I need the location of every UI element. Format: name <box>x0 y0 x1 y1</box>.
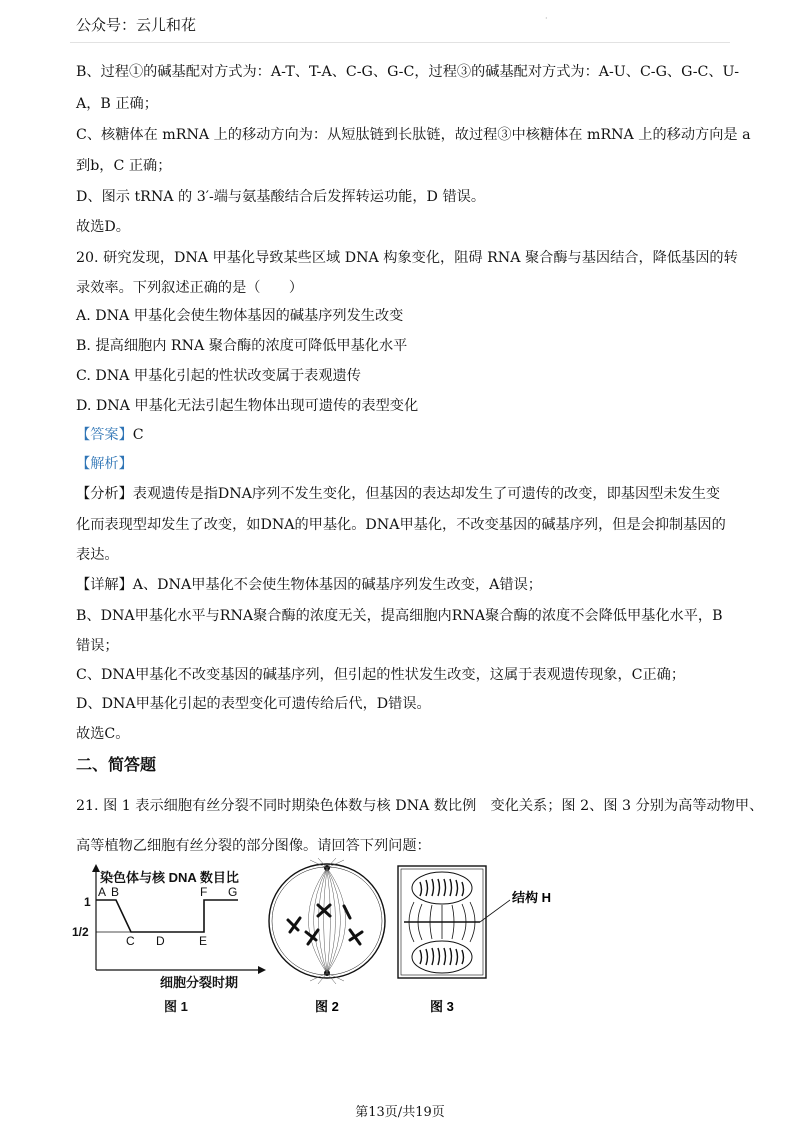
text-line: 故选D。 <box>76 219 130 235</box>
answer-label: 【答案】 <box>76 427 133 443</box>
fig1-point-d: D <box>156 934 165 948</box>
fig1-point-g: G <box>228 885 238 899</box>
account-header: 公众号：云儿和花 <box>76 16 197 34</box>
fig1-x-arrow <box>258 966 266 974</box>
analysis-label: 【解析】 <box>76 456 133 472</box>
figures-svg <box>0 858 800 1028</box>
fig3-chromatin-bottom <box>420 948 464 965</box>
detail-line: C、DNA甲基化不改变基因的碱基序列，但引起的性状发生改变，这属于表观遗传现象，C正确； <box>76 667 686 683</box>
fig2-cell-membrane <box>269 864 385 978</box>
question-21-stem: 高等植物乙细胞有丝分裂的部分图像。请回答下列问题： <box>76 838 431 854</box>
option-b: B. 提高细胞内 RNA 聚合酶的浓度可降低甲基化水平 <box>76 338 408 354</box>
section-title: 二、简答题 <box>76 755 157 774</box>
fig1-ytick-1: 1 <box>84 895 91 909</box>
question-21-stem: 21. 图 1 表示细胞有丝分裂不同时期染色体数与核 DNA 数比例 变化关系；图 2、图 3 分别为高等动物甲、 <box>76 798 764 814</box>
text-line: C、核糖体在 mRNA 上的移动方向为：从短肽链到长肽链，故过程③中核糖体在 mRNA 上的移动方向是 a <box>76 127 751 143</box>
fig2-caption: 图 2 <box>315 999 339 1014</box>
option-d: D. DNA 甲基化无法引起生物体出现可遗传的表型变化 <box>76 398 419 414</box>
fig1-point-c: C <box>126 934 135 948</box>
detail-line: 故选C。 <box>76 726 130 742</box>
answer-value: C <box>132 427 144 443</box>
fig1-y-arrow <box>92 864 100 872</box>
fig3-caption: 图 3 <box>430 999 454 1014</box>
page-footer: 第13页/共19页 <box>355 1105 445 1120</box>
fig2-spindle <box>309 858 346 984</box>
fig1-point-e: E <box>199 934 208 948</box>
text-line: 到b，C 正确； <box>76 158 172 174</box>
fig1-point-b: B <box>111 885 120 899</box>
fig1-curve <box>96 900 238 932</box>
analysis-line: 表达。 <box>76 547 119 563</box>
header-dot: · <box>545 14 548 23</box>
fig3-label-pointer <box>480 900 510 922</box>
question-20-stem: 录效率。下列叙述正确的是（ ） <box>76 280 304 296</box>
figure-3 <box>398 866 551 1014</box>
text-line: D、图示 tRNA 的 3′-端与氨基酸结合后发挥转运功能，D 错误。 <box>76 189 486 205</box>
detail-line: 错误； <box>76 638 119 654</box>
detail-line: 【详解】A、DNA甲基化不会使生物体基因的碱基序列发生改变，A错误； <box>76 577 542 593</box>
option-c: C. DNA 甲基化引起的性状改变属于表观遗传 <box>76 368 361 384</box>
analysis-line: 化而表现型却发生了改变，如DNA的甲基化。DNA甲基化，不改变基因的碱基序列，但是会抑制基因的 <box>76 517 726 533</box>
analysis-line: 【分析】表观遗传是指DNA序列不发生变化，但基因的表达却发生了可遗传的改变，即基因型未发生变 <box>76 486 721 502</box>
fig1-point-f: F <box>200 885 208 899</box>
text-line: B、过程①的碱基配对方式为：A-T、T-A、C-G、G-C，过程③的碱基配对方式为：A-U、C-G、G-C、U- <box>76 64 740 80</box>
fig2-chromosomes <box>288 905 362 944</box>
figure-2 <box>269 858 385 1014</box>
detail-line: B、DNA甲基化水平与RNA聚合酶的浓度无关，提高细胞内RNA聚合酶的浓度不会降低甲基化水平，B <box>76 608 723 624</box>
fig1-caption: 图 1 <box>164 999 188 1014</box>
detail-line: D、DNA甲基化引起的表型变化可遗传给后代，D错误。 <box>76 696 431 712</box>
fig3-chromatin-top <box>420 879 464 896</box>
header-divider <box>70 42 730 43</box>
fig1-ylabel: 染色体与核 DNA 数目比 <box>100 870 239 885</box>
answer-line <box>76 425 144 445</box>
fig1-point-a: A <box>98 885 107 899</box>
fig1-xlabel: 细胞分裂时期 <box>160 975 239 990</box>
fig1-ytick-half: 1/2 <box>72 925 89 939</box>
question-20-stem: 20. 研究发现，DNA 甲基化导致某些区域 DNA 构象变化，阻碍 RNA 聚合酶与基因结合，降低基因的转 <box>76 250 738 266</box>
fig3-structure-label: 结构 H <box>512 890 552 905</box>
option-a: A. DNA 甲基化会使生物体基因的碱基序列发生改变 <box>76 308 404 324</box>
text-line: A，B 正确； <box>76 96 158 112</box>
figure-1 <box>72 864 266 1014</box>
